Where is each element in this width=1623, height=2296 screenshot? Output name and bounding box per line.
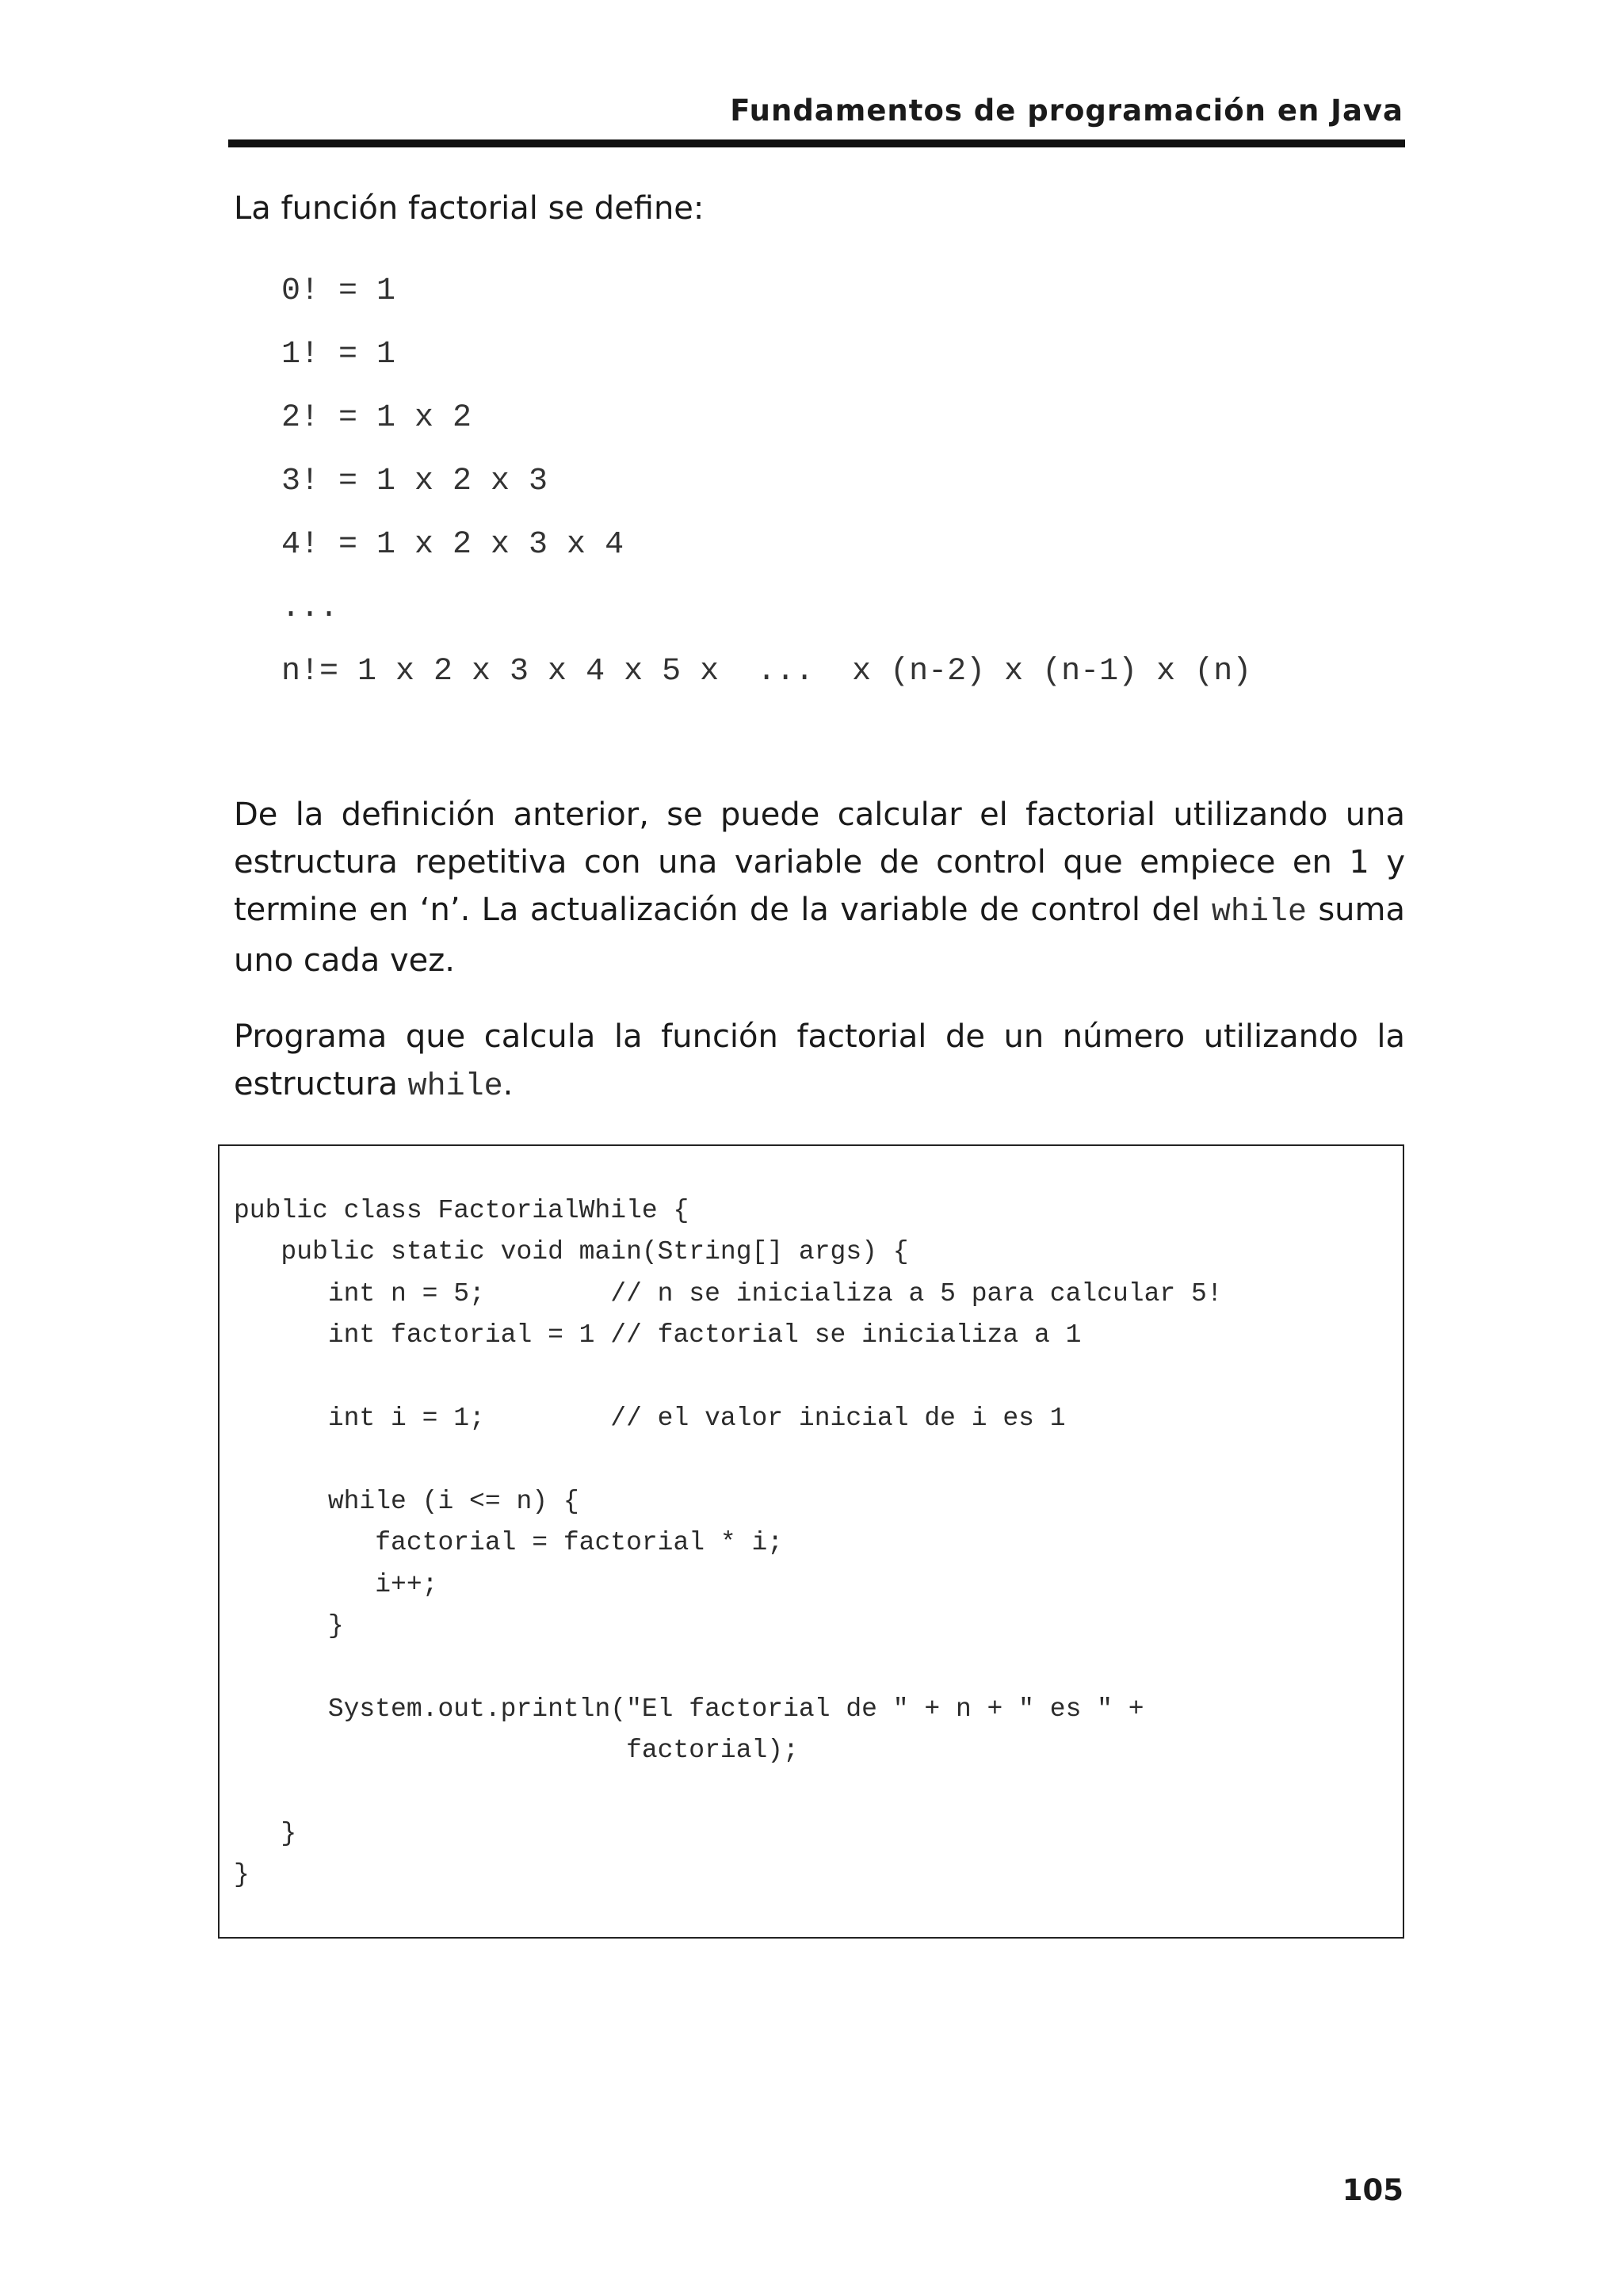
- code-line: [234, 1439, 1223, 1480]
- factorial-definitions: [281, 269, 1251, 713]
- code-line: }: [234, 1860, 250, 1890]
- code-line: while (i <= n) {: [234, 1486, 579, 1516]
- code-listing-box: [218, 1144, 1404, 1939]
- code-line: }: [234, 1818, 297, 1848]
- page-number: 105: [1342, 2173, 1403, 2207]
- paragraph-text: Programa que calcula la función factorial de un número utilizando la estructura: [234, 1018, 1405, 1102]
- code-line: factorial = factorial * i;: [234, 1528, 784, 1558]
- paragraph-text: De la definición anterior, se puede calcular el factorial utilizando una estructura repetitiva con una variable de control que empiece en 1 y termine en ‘n’. La actualización de la variable de control del: [234, 797, 1405, 928]
- code-line: public static void main(String[] args) {: [234, 1237, 909, 1267]
- definition-line: 2! = 1 x 2: [281, 400, 472, 436]
- code-line: }: [234, 1610, 344, 1641]
- code-line: public class FactorialWhile {: [234, 1196, 689, 1225]
- code-listing: [234, 1190, 1223, 1897]
- definition-line: 3! = 1 x 2 x 3: [281, 464, 548, 499]
- code-line: i++;: [234, 1569, 438, 1599]
- inline-code: while: [1211, 895, 1307, 930]
- paragraph-text: suma uno cada vez.: [234, 892, 1405, 979]
- code-line: [234, 1647, 1223, 1688]
- code-line: [234, 1771, 1223, 1813]
- definition-line: ...: [281, 590, 339, 626]
- running-header-title: Fundamentos de programación en Java: [730, 94, 1403, 128]
- code-line: System.out.println("El factorial de " + n + " es " +: [234, 1694, 1144, 1724]
- program-intro-paragraph: [234, 1013, 1405, 1111]
- code-line: [234, 1357, 1223, 1398]
- inline-code: while: [407, 1069, 503, 1105]
- code-line: int factorial = 1 // factorial se inicializa a 1: [234, 1320, 1082, 1350]
- explanation-paragraph: [234, 791, 1405, 984]
- definition-line: 4! = 1 x 2 x 3 x 4: [281, 527, 624, 563]
- code-line: int n = 5; // n se inicializa a 5 para calcular 5!: [234, 1278, 1223, 1308]
- definition-line: 0! = 1: [281, 273, 396, 309]
- definition-line: n!= 1 x 2 x 3 x 4 x 5 x ... x (n-2) x (n-1) x (n): [281, 654, 1252, 690]
- code-line: factorial);: [234, 1736, 799, 1766]
- code-line: int i = 1; // el valor inicial de i es 1: [234, 1403, 1066, 1433]
- paragraph-text: .: [502, 1066, 514, 1102]
- definition-line: 1! = 1: [281, 337, 396, 372]
- intro-text: La función factorial se define:: [234, 190, 705, 227]
- header-rule: [228, 139, 1405, 147]
